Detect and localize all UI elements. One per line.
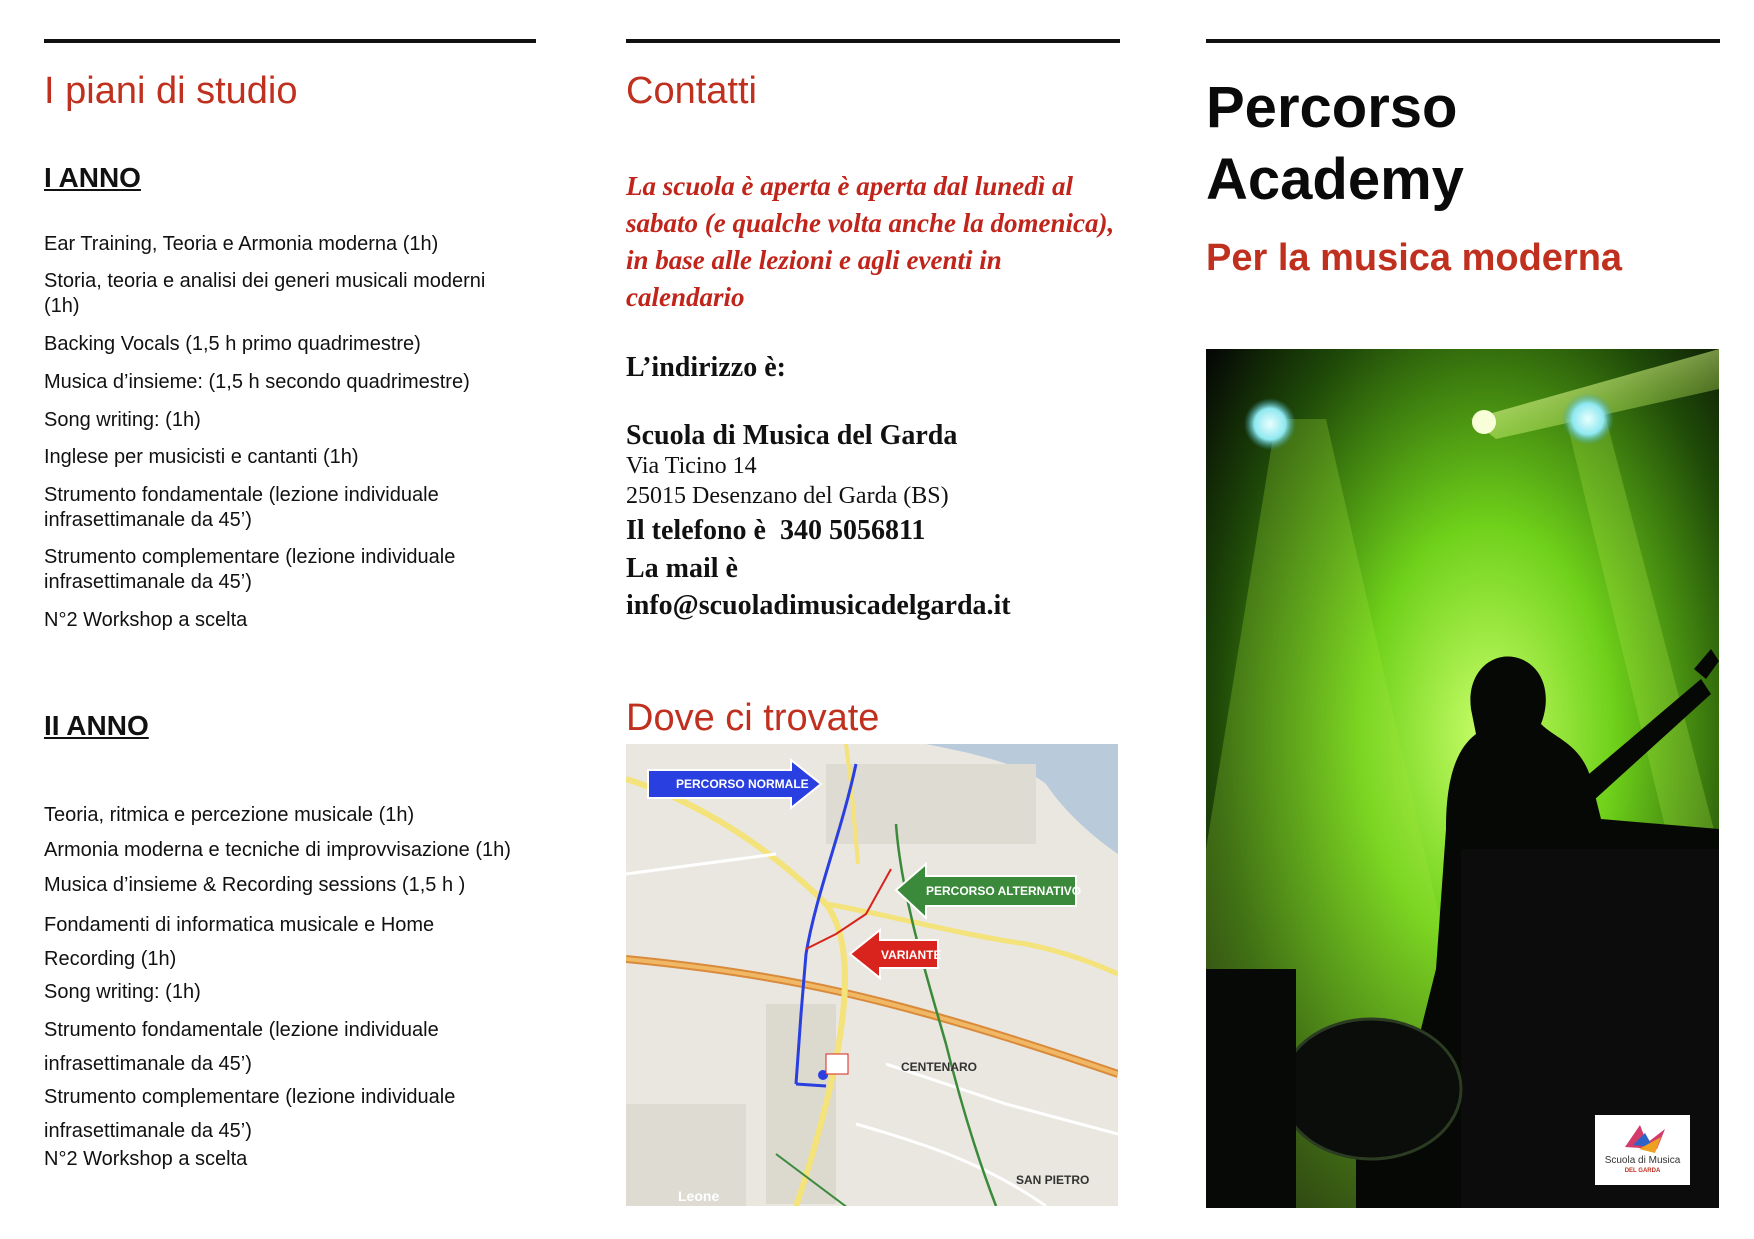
map-label-route-normal: PERCORSO NORMALE [676,777,809,791]
year1-item: Musica d’insieme: (1,5 h secondo quadrimestre) [44,371,470,393]
year1-item: Strumento complementare (lezione individuale infrasettimanale da 45’) [44,546,456,593]
year2-item: Song writing: (1h) [44,981,201,1003]
concert-photo [1206,349,1719,1208]
year1-item: Song writing: (1h) [44,409,201,431]
city-address: 25015 Desenzano del Garda (BS) [626,483,949,509]
year2-item: Strumento fondamentale (lezione individuale infrasettimanale da 45’) [44,1019,439,1075]
mail-label: La mail è [626,553,738,584]
year2-item: Fondamenti di informatica musicale e Home Recording (1h) [44,914,435,970]
concert-photo-illustration [1206,349,1719,1208]
opening-hours-text: La scuola è aperta è aperta dal lunedì al sabato (e qualche volta anche la domenica), in base alle lezioni e agli eventi in calendario [626,171,1115,312]
year1-item: Ear Training, Teoria e Armonia moderna (1h) [44,233,439,255]
school-logo [1595,1115,1690,1185]
year2-title: II ANNO [44,710,149,741]
year1-item: Storia, teoria e analisi dei generi musicali moderni (1h) [44,270,486,317]
year2-item: Teoria, ritmica e percezione musicale (1h) [44,804,415,826]
year2-item: Musica d’insieme & Recording sessions (1,5 h ) [44,874,466,896]
map-heading: Dove ci trovate [626,697,880,739]
cover-title-line2: Academy [1206,147,1464,212]
address-label: L’indirizzo è: [626,352,786,383]
location-map[interactable] [626,744,1118,1206]
school-logo-text: Scuola di Musica [1604,1155,1681,1166]
school-logo-mark [1595,1115,1690,1185]
year1-title: I ANNO [44,162,141,193]
cover-title-line1: Percorso [1206,75,1458,140]
map-label-route-alt: PERCORSO ALTERNATIVO [926,884,1082,898]
study-plans-column [44,0,544,1239]
cover-subtitle: Per la musica moderna [1206,237,1623,279]
map-brand-leone: Leone [678,1188,720,1204]
year2-item: Armonia moderna e tecniche di improvvisazione (1h) [44,839,511,861]
map-place-san-pietro: SAN PIETRO [1016,1173,1090,1187]
contacts-heading: Contatti [626,70,757,112]
year1-item: Strumento fondamentale (lezione individuale infrasettimanale da 45’) [44,484,439,531]
school-name: Scuola di Musica del Garda [626,420,958,451]
year1-item: Backing Vocals (1,5 h primo quadrimestre) [44,333,421,355]
year2-item: N°2 Workshop a scelta [44,1148,248,1170]
school-logo-subtext: DEL GARDA [1624,1168,1661,1174]
study-plans-heading: I piani di studio [44,70,298,112]
map-place-centenaro: CENTENARO [901,1060,978,1074]
year1-item: N°2 Workshop a scelta [44,609,248,631]
year2-item: Strumento complementare (lezione individuale infrasettimanale da 45’) [44,1086,456,1142]
street-address: Via Ticino 14 [626,453,757,479]
map-label-variant: VARIANTE [881,948,942,962]
phone-line: Il telefono è 340 5056811 [626,515,926,546]
map-graphic [626,744,1118,1206]
email-link[interactable]: info@scuoladimusicadelgarda.it [626,590,1011,621]
year1-item: Inglese per musicisti e cantanti (1h) [44,446,359,468]
